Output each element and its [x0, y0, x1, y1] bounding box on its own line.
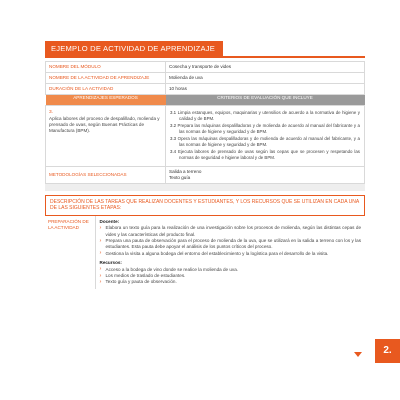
recursos-heading: Recursos:	[99, 260, 122, 266]
metodologia-item: Salida a terreno	[169, 168, 202, 174]
criterio-text: Prepara las máquinas despalilladoras y de molienda de acuerdo al manual del fabricante y a las normas de higiene y seguridad y de BPM.	[177, 122, 360, 135]
info-table	[45, 61, 365, 184]
activity-document	[45, 38, 365, 289]
aprendizaje-number: 3.	[49, 110, 54, 115]
criterio-number: 3.3	[170, 135, 177, 141]
aprendizaje-cell	[46, 106, 166, 167]
docente-heading: Docente:	[99, 218, 120, 224]
activity-row	[45, 216, 365, 289]
info-label: DURACIÓN DE LA ACTIVIDAD	[46, 84, 166, 95]
activity-body	[95, 216, 365, 289]
criterio-number: 3.4	[170, 148, 177, 154]
description-box: DESCRIPCIÓN DE LAS TAREAS QUE REALIZAN DOCENTES Y ESTUDIANTES, Y LOS RECURSOS QUE SE UTILIZAN EN CADA UNA DE LAS SIGUIENTES ETAPAS:	[45, 195, 365, 216]
info-value: 10 horas	[166, 84, 365, 95]
info-value: Molienda de uva	[166, 73, 365, 84]
aprendizaje-row	[46, 106, 365, 167]
activity-table	[45, 216, 365, 289]
recurso-item: › Acceso a la bodega de vino donde se realice la molienda de uva.	[100, 267, 362, 273]
metodologias-label: METODOLOGÍAS SELECCIONADAS	[46, 166, 166, 183]
section-headers	[46, 95, 365, 106]
criterio-item	[170, 123, 360, 135]
recursos-list	[100, 267, 362, 286]
header-aprendizajes: APRENDIZAJES ESPERADOS	[46, 95, 166, 106]
criterio-text: Opera las máquinas despalilladoras y de molienda de acuerdo al manual del fabricante, y a las normas de higiene y seguridad y de BPM.	[177, 135, 360, 148]
metodologias-row	[46, 166, 365, 183]
metodologias-values	[166, 166, 365, 183]
criterio-item	[170, 136, 360, 148]
title-rule	[45, 56, 365, 58]
criterio-number: 3.1	[170, 110, 177, 115]
section-divider	[45, 184, 365, 191]
metodologia-item: Texto guía	[169, 174, 191, 180]
docente-item: › Elabora un texto guía para la realización de una investigación sobre los procesos de molienda, según las distintas cepas de vides y las características del producto final.	[100, 225, 362, 238]
info-value: Cosecha y transporte de vides	[166, 62, 365, 73]
header-criterios: CRITERIOS DE EVALUACIÓN QUE INCLUYE	[166, 95, 365, 106]
criterios-cell	[166, 106, 365, 167]
info-label: NOMBRE DE LA ACTIVIDAD DE APRENDIZAJE	[46, 73, 166, 84]
document-title: EJEMPLO DE ACTIVIDAD DE APRENDIZAJE	[45, 41, 223, 56]
info-row-duracion	[46, 84, 365, 95]
docente-item: › Prepara una pauta de observación para el proceso de molienda de la uva, que se utilizará en la salida a terreno con los y las estudiantes. Esta pauta debe apoyar el análisis de los puntos críticos del proceso.	[100, 238, 362, 251]
activity-label: PREPARACIÓN DE LA ACTIVIDAD	[45, 216, 95, 289]
continue-arrow-icon	[354, 352, 362, 357]
criterio-text: Limpia estanques, equipos, maquinarias y utensilios de acuerdo a la normativa de higiene y calidad y de BPM.	[177, 110, 360, 122]
info-label: NOMBRE DEL MÓDULO	[46, 62, 166, 73]
page-number-badge: 2.	[375, 339, 400, 363]
criterio-number: 3.2	[170, 122, 177, 128]
info-row-modulo	[46, 62, 365, 73]
docente-item: › Gestiona la visita a alguna bodega del entorno del establecimiento y la logística para el desarrollo de la visita.	[100, 251, 362, 257]
criterio-text: Ejecuta labores de prensado de uvas según las cepas que se procesen y respetando las normas de seguridad e higiene laboral y de BPM.	[178, 148, 360, 160]
info-row-actividad	[46, 73, 365, 84]
docente-list	[100, 225, 362, 257]
criterio-item	[170, 110, 360, 122]
criterios-list	[170, 110, 360, 161]
recurso-item: › Texto guía y pauta de observación.	[100, 279, 362, 285]
criterio-item	[170, 149, 360, 161]
recurso-item: › Los medios de traslado de estudiantes.	[100, 273, 362, 279]
aprendizaje-text: Aplica labores del proceso de despalillado, molienda y prensado de uvas, según Buenas Prácticas de Manufactura (BPM).	[49, 116, 160, 134]
